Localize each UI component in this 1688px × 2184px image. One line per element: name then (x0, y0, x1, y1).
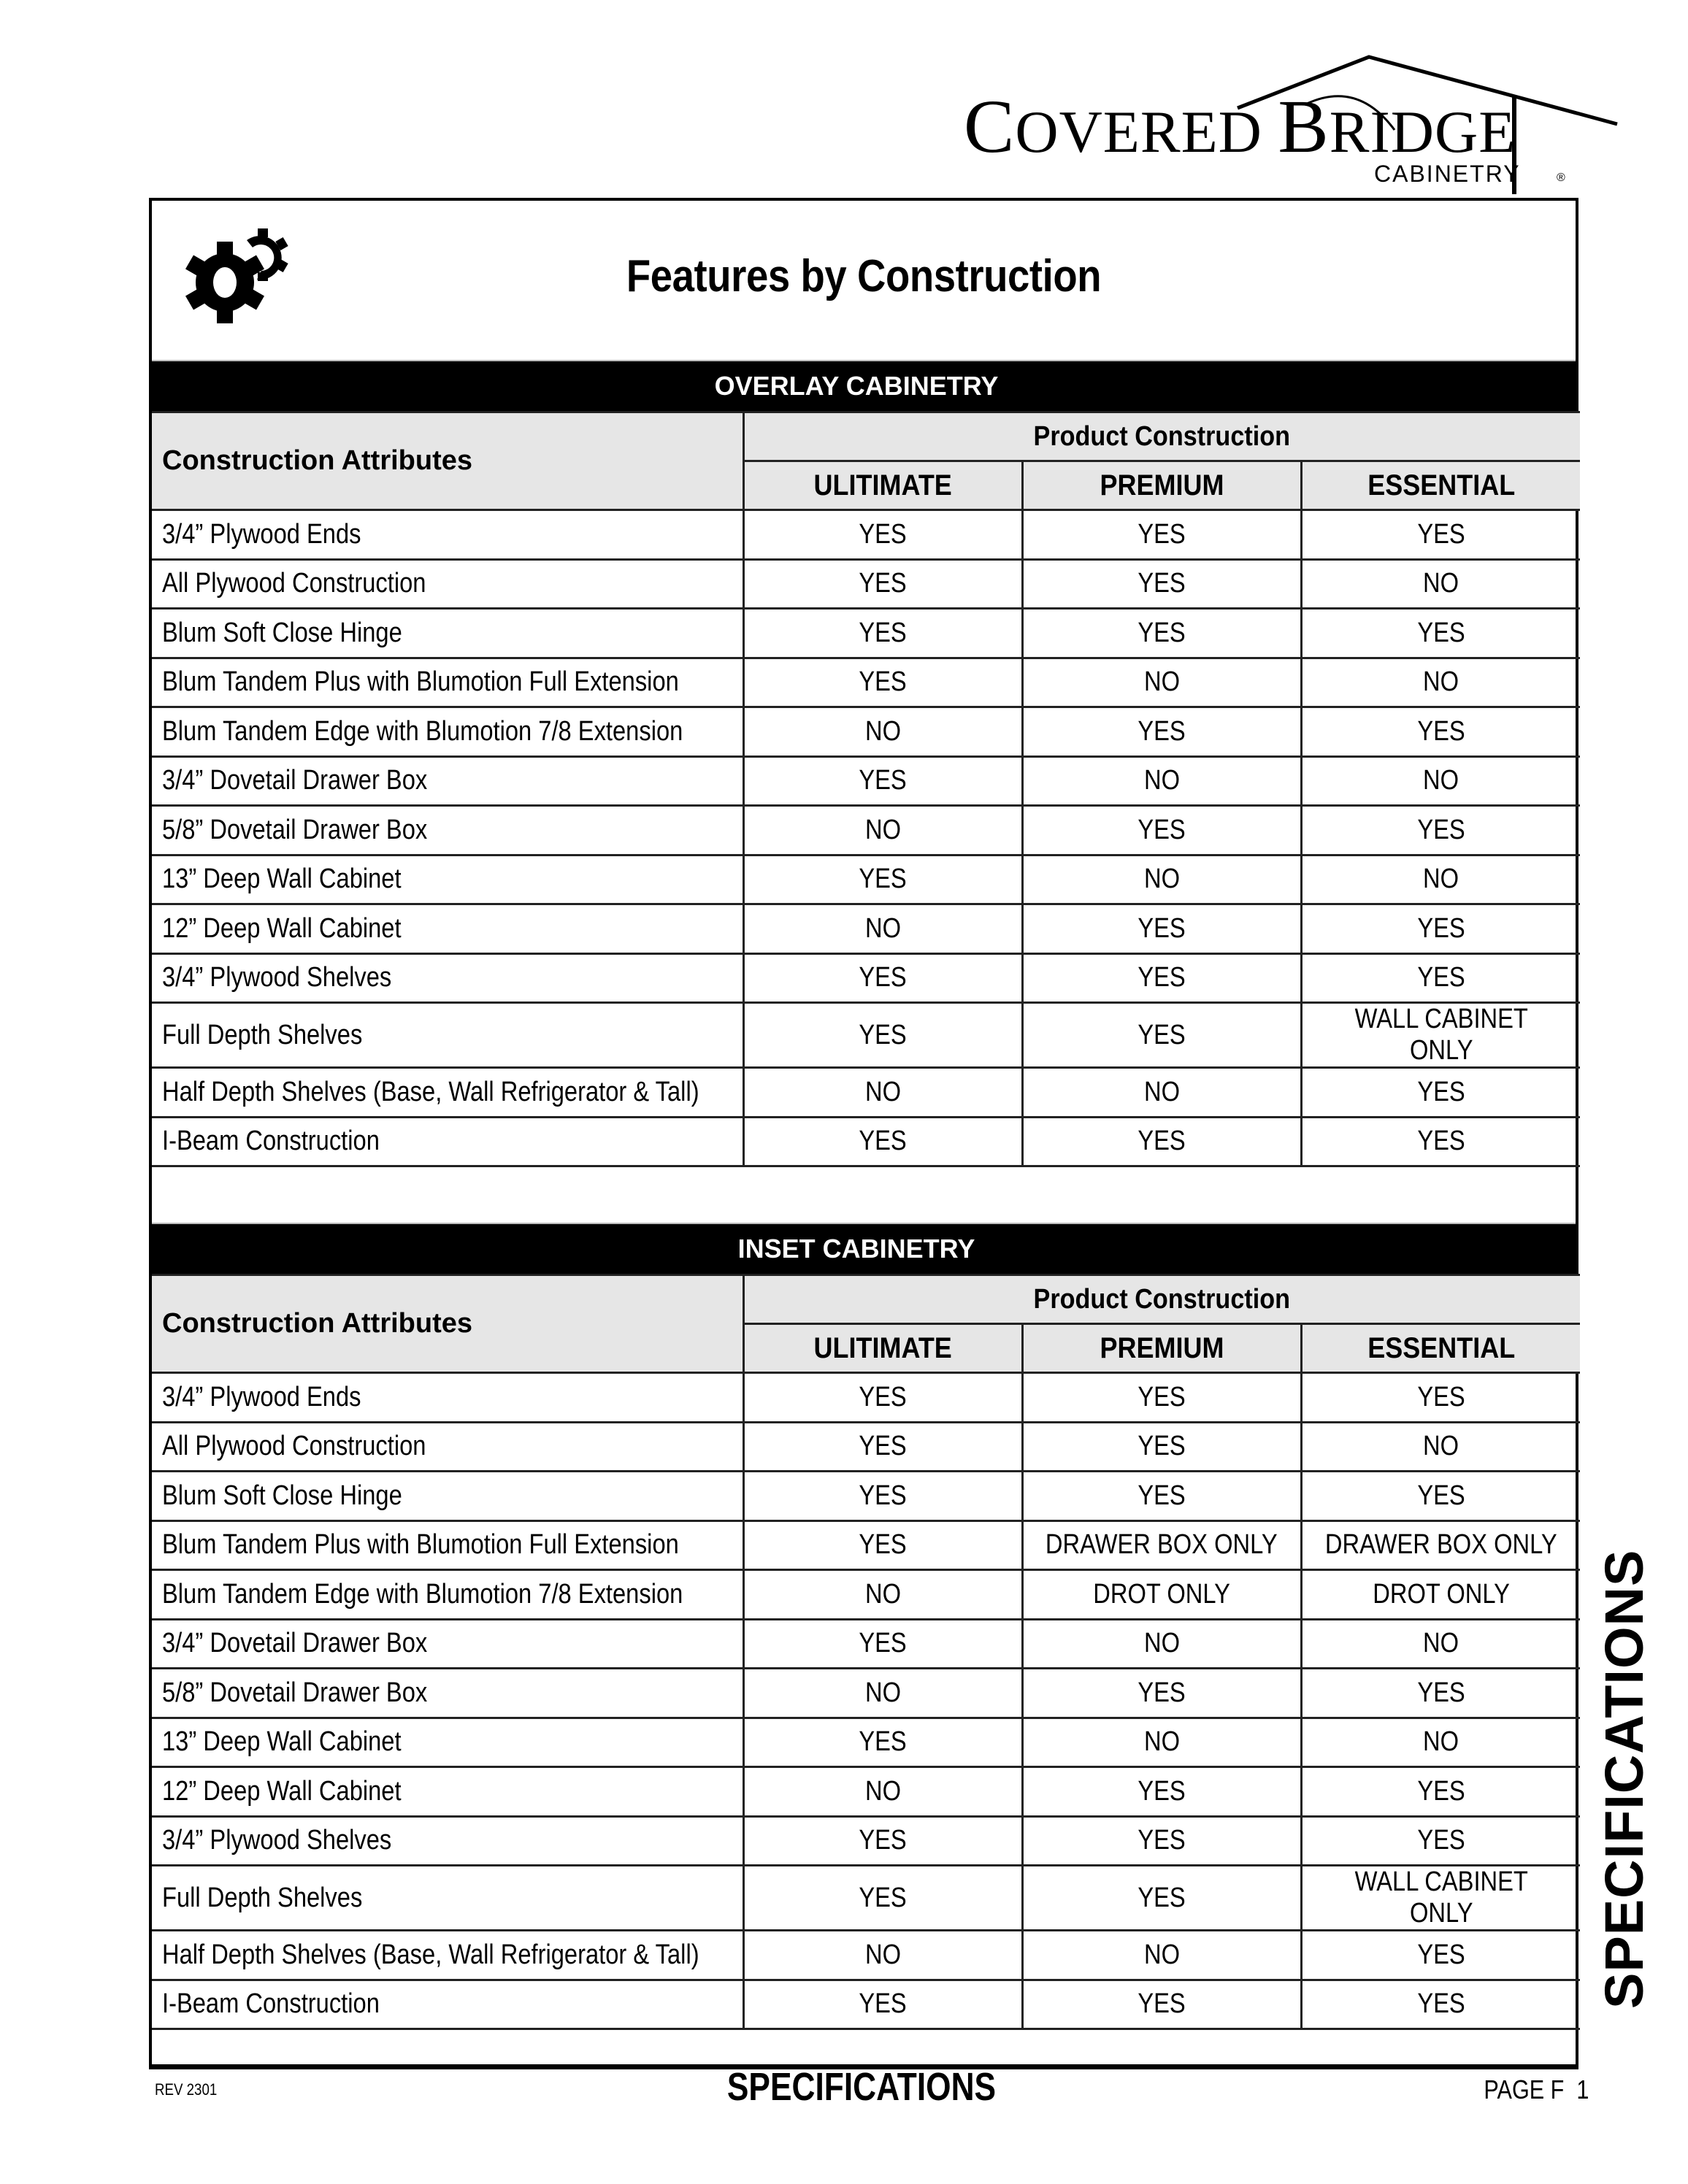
value-cell-essential (1301, 707, 1580, 757)
value-cell-ultimate (743, 1931, 1022, 1980)
attribute-label: Blum Tandem Edge with Blumotion 7/8 Extension (162, 1578, 683, 1610)
table-row (152, 1980, 1580, 2029)
column-header-attributes: Construction Attributes (152, 412, 743, 510)
value-text: YES (859, 962, 907, 993)
attribute-label: I-Beam Construction (162, 1988, 380, 2020)
value-cell-premium (1022, 1472, 1301, 1521)
attribute-label: 12” Deep Wall Cabinet (162, 912, 402, 944)
value-cell-premium (1022, 1003, 1301, 1068)
value-cell-premium (1022, 707, 1301, 757)
attribute-label: Blum Tandem Plus with Blumotion Full Extension (162, 1529, 679, 1561)
value-text: YES (1417, 1381, 1465, 1412)
value-cell-ultimate (743, 1520, 1022, 1570)
table-row (152, 1866, 1580, 1931)
value-cell-ultimate (743, 510, 1022, 560)
value-cell-ultimate (743, 953, 1022, 1003)
footer-title: SPECIFICATIONS (726, 2065, 997, 2109)
column-header-attributes: Construction Attributes (152, 1275, 743, 1373)
attribute-label: Full Depth Shelves (162, 1882, 363, 1913)
title-area (152, 201, 1576, 363)
value-text: YES (1138, 617, 1186, 648)
value-cell-premium (1022, 658, 1301, 707)
value-text: YES (1417, 912, 1465, 944)
value-text: YES (1138, 1431, 1186, 1462)
value-cell-ultimate (743, 904, 1022, 954)
value-text: NO (1143, 765, 1180, 796)
attribute-cell (152, 1619, 743, 1669)
logo-wordmark: COVERED BRIDGE (964, 85, 1516, 169)
value-cell-ultimate (743, 1619, 1022, 1669)
attribute-cell (152, 1422, 743, 1472)
value-text: YES (859, 568, 907, 599)
value-text: YES (1417, 1988, 1465, 2020)
value-cell-premium (1022, 904, 1301, 954)
value-text: YES (1417, 1775, 1465, 1807)
value-cell-essential (1301, 1570, 1580, 1620)
table-row (152, 1931, 1580, 1980)
value-cell-essential (1301, 1767, 1580, 1817)
value-cell-ultimate (743, 609, 1022, 658)
attribute-cell (152, 1718, 743, 1767)
table-row (152, 1619, 1580, 1669)
features-table-inset (152, 1274, 1580, 2030)
attribute-cell (152, 1866, 743, 1931)
value-text: NO (864, 912, 901, 944)
value-cell-premium (1022, 1669, 1301, 1718)
value-cell-essential (1301, 1422, 1580, 1472)
attribute-cell (152, 1520, 743, 1570)
value-cell-premium (1022, 1718, 1301, 1767)
attribute-cell (152, 756, 743, 806)
attribute-cell (152, 1931, 743, 1980)
attribute-label: 3/4” Plywood Shelves (162, 962, 392, 993)
attribute-cell (152, 1816, 743, 1866)
value-text: YES (859, 1529, 907, 1561)
page-number: PAGE F 1 (1484, 2075, 1589, 2104)
value-text: YES (859, 1431, 907, 1462)
value-cell-ultimate (743, 756, 1022, 806)
value-text: YES (1138, 962, 1186, 993)
value-cell-ultimate (743, 1472, 1022, 1521)
value-text: YES (1138, 1019, 1186, 1050)
value-cell-essential (1301, 510, 1580, 560)
value-text: YES (1417, 1677, 1465, 1708)
value-text: YES (1138, 1677, 1186, 1708)
value-text: YES (1138, 1126, 1186, 1157)
revision-label: REV 2301 (155, 2080, 218, 2099)
value-cell-essential (1301, 806, 1580, 855)
table-row (152, 1767, 1580, 1817)
column-header-ultimate: ULITIMATE (743, 461, 1022, 510)
value-cell-premium (1022, 1117, 1301, 1166)
table-row (152, 1422, 1580, 1472)
table-row (152, 1570, 1580, 1620)
value-cell-essential (1301, 559, 1580, 609)
value-text: YES (1417, 1480, 1465, 1511)
attribute-label: Blum Soft Close Hinge (162, 617, 402, 648)
attribute-label: All Plywood Construction (162, 568, 426, 599)
attribute-label: 13” Deep Wall Cabinet (162, 1726, 402, 1758)
value-text: NO (1143, 1076, 1180, 1107)
value-text: YES (1138, 1988, 1186, 2020)
value-cell-premium (1022, 1980, 1301, 2029)
value-cell-premium (1022, 1816, 1301, 1866)
attribute-cell (152, 658, 743, 707)
value-text: NO (1423, 765, 1459, 796)
value-text: NO (864, 1076, 901, 1107)
attribute-label: 3/4” Plywood Ends (162, 518, 361, 550)
value-cell-ultimate (743, 658, 1022, 707)
value-cell-essential (1301, 1619, 1580, 1669)
value-text: DROT ONLY (1093, 1578, 1230, 1610)
attribute-label: 3/4” Dovetail Drawer Box (162, 1628, 428, 1659)
section-overlay (152, 360, 1576, 1167)
value-text: NO (864, 1775, 901, 1807)
value-cell-ultimate (743, 1422, 1022, 1472)
company-logo (964, 51, 1635, 197)
value-text: NO (864, 1939, 901, 1970)
value-text: YES (1138, 568, 1186, 599)
value-text: YES (1138, 1825, 1186, 1856)
value-cell-essential (1301, 1669, 1580, 1718)
attribute-cell (152, 904, 743, 954)
value-cell-ultimate (743, 1767, 1022, 1817)
attribute-cell (152, 707, 743, 757)
attribute-cell (152, 510, 743, 560)
table-row (152, 1117, 1580, 1166)
attribute-label: 12” Deep Wall Cabinet (162, 1775, 402, 1807)
value-cell-premium (1022, 1931, 1301, 1980)
value-text: NO (864, 1578, 901, 1610)
table-row (152, 806, 1580, 855)
attribute-label: Blum Soft Close Hinge (162, 1480, 402, 1511)
value-cell-essential (1301, 1068, 1580, 1118)
attribute-cell (152, 806, 743, 855)
attribute-label: Full Depth Shelves (162, 1019, 363, 1050)
value-cell-essential (1301, 1373, 1580, 1423)
value-text: YES (1417, 715, 1465, 747)
attribute-label: Half Depth Shelves (Base, Wall Refrigerator & Tall) (162, 1939, 699, 1970)
table-row (152, 707, 1580, 757)
attribute-label: 5/8” Dovetail Drawer Box (162, 1677, 428, 1708)
value-text: YES (1138, 814, 1186, 845)
value-cell-essential (1301, 1718, 1580, 1767)
value-text: NO (1143, 1628, 1180, 1659)
value-text: NO (864, 715, 901, 747)
value-text: DRAWER BOX ONLY (1046, 1529, 1278, 1561)
value-cell-essential (1301, 1003, 1580, 1068)
value-cell-premium (1022, 1068, 1301, 1118)
attribute-label: All Plywood Construction (162, 1431, 426, 1462)
attribute-cell (152, 1980, 743, 2029)
value-text: NO (1423, 1726, 1459, 1758)
value-text: YES (1138, 912, 1186, 944)
table-row (152, 1520, 1580, 1570)
value-text: YES (1138, 1775, 1186, 1807)
value-cell-ultimate (743, 1068, 1022, 1118)
table-row (152, 1472, 1580, 1521)
value-text: YES (1138, 1381, 1186, 1412)
column-header-essential: ESSENTIAL (1301, 1324, 1580, 1373)
value-cell-ultimate (743, 1003, 1022, 1068)
table-row (152, 1816, 1580, 1866)
value-text: NO (1423, 1628, 1459, 1659)
value-cell-essential (1301, 1980, 1580, 2029)
attribute-label: 3/4” Plywood Ends (162, 1381, 361, 1412)
value-cell-premium (1022, 510, 1301, 560)
value-text: YES (1417, 1939, 1465, 1970)
page-title: Features by Construction (626, 251, 1102, 301)
value-text: YES (1138, 715, 1186, 747)
value-text: YES (859, 1019, 907, 1050)
section-title-bar: OVERLAY CABINETRY (152, 360, 1576, 411)
attribute-cell (152, 1373, 743, 1423)
table-row (152, 1068, 1580, 1118)
value-cell-premium (1022, 1520, 1301, 1570)
table-row (152, 1718, 1580, 1767)
value-text: YES (1138, 518, 1186, 550)
attribute-cell (152, 953, 743, 1003)
value-cell-premium (1022, 609, 1301, 658)
table-row (152, 559, 1580, 609)
value-text: NO (864, 814, 901, 845)
table-row (152, 953, 1580, 1003)
attribute-cell (152, 609, 743, 658)
attribute-label: I-Beam Construction (162, 1126, 380, 1157)
value-text: NO (1423, 568, 1459, 599)
value-cell-essential (1301, 953, 1580, 1003)
value-cell-premium (1022, 1767, 1301, 1817)
attribute-label: 3/4” Plywood Shelves (162, 1825, 392, 1856)
value-cell-ultimate (743, 1816, 1022, 1866)
value-text: YES (1417, 814, 1465, 845)
value-text: YES (1417, 962, 1465, 993)
value-text: NO (1143, 666, 1180, 698)
column-group-header: Product Construction (743, 412, 1580, 461)
value-cell-premium (1022, 855, 1301, 904)
column-header-essential: ESSENTIAL (1301, 461, 1580, 510)
value-text: NO (1143, 1726, 1180, 1758)
features-frame (149, 198, 1578, 2069)
value-text: YES (1417, 1825, 1465, 1856)
value-text: YES (1417, 1126, 1465, 1157)
value-text: YES (859, 765, 907, 796)
attribute-cell (152, 1117, 743, 1166)
value-text: NO (1143, 1939, 1180, 1970)
attribute-cell (152, 1570, 743, 1620)
value-cell-premium (1022, 953, 1301, 1003)
features-table-overlay (152, 411, 1580, 1167)
value-cell-ultimate (743, 707, 1022, 757)
value-text: YES (859, 1882, 907, 1913)
value-cell-premium (1022, 806, 1301, 855)
value-text: YES (1417, 1076, 1465, 1107)
value-cell-essential (1301, 1520, 1580, 1570)
value-text: YES (1417, 617, 1465, 648)
side-tab-label: SPECIFICATIONS (1594, 1549, 1654, 2009)
value-cell-premium (1022, 1422, 1301, 1472)
value-text: DROT ONLY (1372, 1578, 1510, 1610)
value-cell-essential (1301, 904, 1580, 954)
value-text: YES (859, 1126, 907, 1157)
value-text: YES (859, 864, 907, 895)
value-text: YES (859, 617, 907, 648)
value-text: YES (859, 1628, 907, 1659)
value-text: NO (1423, 666, 1459, 698)
value-cell-essential (1301, 1816, 1580, 1866)
section-inset (152, 1223, 1576, 2030)
value-text: YES (1138, 1882, 1186, 1913)
column-header-ultimate: ULITIMATE (743, 1324, 1022, 1373)
value-text: WALL CABINET ONLY (1354, 1004, 1528, 1066)
value-text: YES (1138, 1480, 1186, 1511)
table-row (152, 658, 1580, 707)
table-row (152, 904, 1580, 954)
value-text: YES (859, 666, 907, 698)
table-row (152, 855, 1580, 904)
value-cell-essential (1301, 609, 1580, 658)
registered-mark: ® (1557, 172, 1565, 184)
attribute-cell (152, 1068, 743, 1118)
value-text: NO (1423, 1431, 1459, 1462)
value-cell-ultimate (743, 1117, 1022, 1166)
value-cell-ultimate (743, 806, 1022, 855)
value-text: NO (1423, 864, 1459, 895)
value-cell-ultimate (743, 559, 1022, 609)
value-cell-ultimate (743, 1980, 1022, 2029)
value-text: YES (859, 1381, 907, 1412)
value-cell-ultimate (743, 1866, 1022, 1931)
table-row (152, 1003, 1580, 1068)
value-cell-premium (1022, 756, 1301, 806)
logo-subtitle: CABINETRY (1374, 161, 1521, 187)
value-text: YES (859, 1825, 907, 1856)
value-cell-premium (1022, 1866, 1301, 1931)
section-title-bar: INSET CABINETRY (152, 1223, 1576, 1274)
value-cell-ultimate (743, 1718, 1022, 1767)
value-cell-essential (1301, 1866, 1580, 1931)
value-cell-essential (1301, 1472, 1580, 1521)
table-row (152, 609, 1580, 658)
column-header-premium: PREMIUM (1022, 1324, 1301, 1373)
attribute-cell (152, 1003, 743, 1068)
value-text: YES (859, 1480, 907, 1511)
table-row (152, 1669, 1580, 1718)
attribute-cell (152, 1669, 743, 1718)
attribute-label: Blum Tandem Plus with Blumotion Full Extension (162, 666, 679, 698)
value-cell-ultimate (743, 1669, 1022, 1718)
value-text: YES (859, 518, 907, 550)
table-row (152, 756, 1580, 806)
attribute-label: Half Depth Shelves (Base, Wall Refrigerator & Tall) (162, 1076, 699, 1107)
value-cell-ultimate (743, 1570, 1022, 1620)
table-row (152, 1373, 1580, 1423)
column-group-header: Product Construction (743, 1275, 1580, 1324)
value-cell-essential (1301, 658, 1580, 707)
value-text: NO (1143, 864, 1180, 895)
value-cell-ultimate (743, 855, 1022, 904)
value-cell-premium (1022, 1619, 1301, 1669)
value-cell-premium (1022, 1570, 1301, 1620)
value-cell-essential (1301, 855, 1580, 904)
attribute-cell (152, 1472, 743, 1521)
value-text: WALL CABINET ONLY (1354, 1866, 1528, 1929)
value-cell-essential (1301, 756, 1580, 806)
table-row (152, 510, 1580, 560)
value-cell-essential (1301, 1117, 1580, 1166)
value-text: YES (1417, 518, 1465, 550)
value-text: YES (859, 1726, 907, 1758)
value-text: NO (864, 1677, 901, 1708)
value-cell-premium (1022, 559, 1301, 609)
value-text: YES (859, 1988, 907, 2020)
column-header-premium: PREMIUM (1022, 461, 1301, 510)
value-cell-premium (1022, 1373, 1301, 1423)
attribute-label: 13” Deep Wall Cabinet (162, 864, 402, 895)
value-text: DRAWER BOX ONLY (1324, 1529, 1557, 1561)
value-cell-essential (1301, 1931, 1580, 1980)
attribute-label: Blum Tandem Edge with Blumotion 7/8 Extension (162, 715, 683, 747)
attribute-label: 5/8” Dovetail Drawer Box (162, 814, 428, 845)
attribute-label: 3/4” Dovetail Drawer Box (162, 765, 428, 796)
attribute-cell (152, 559, 743, 609)
value-cell-ultimate (743, 1373, 1022, 1423)
attribute-cell (152, 1767, 743, 1817)
attribute-cell (152, 855, 743, 904)
